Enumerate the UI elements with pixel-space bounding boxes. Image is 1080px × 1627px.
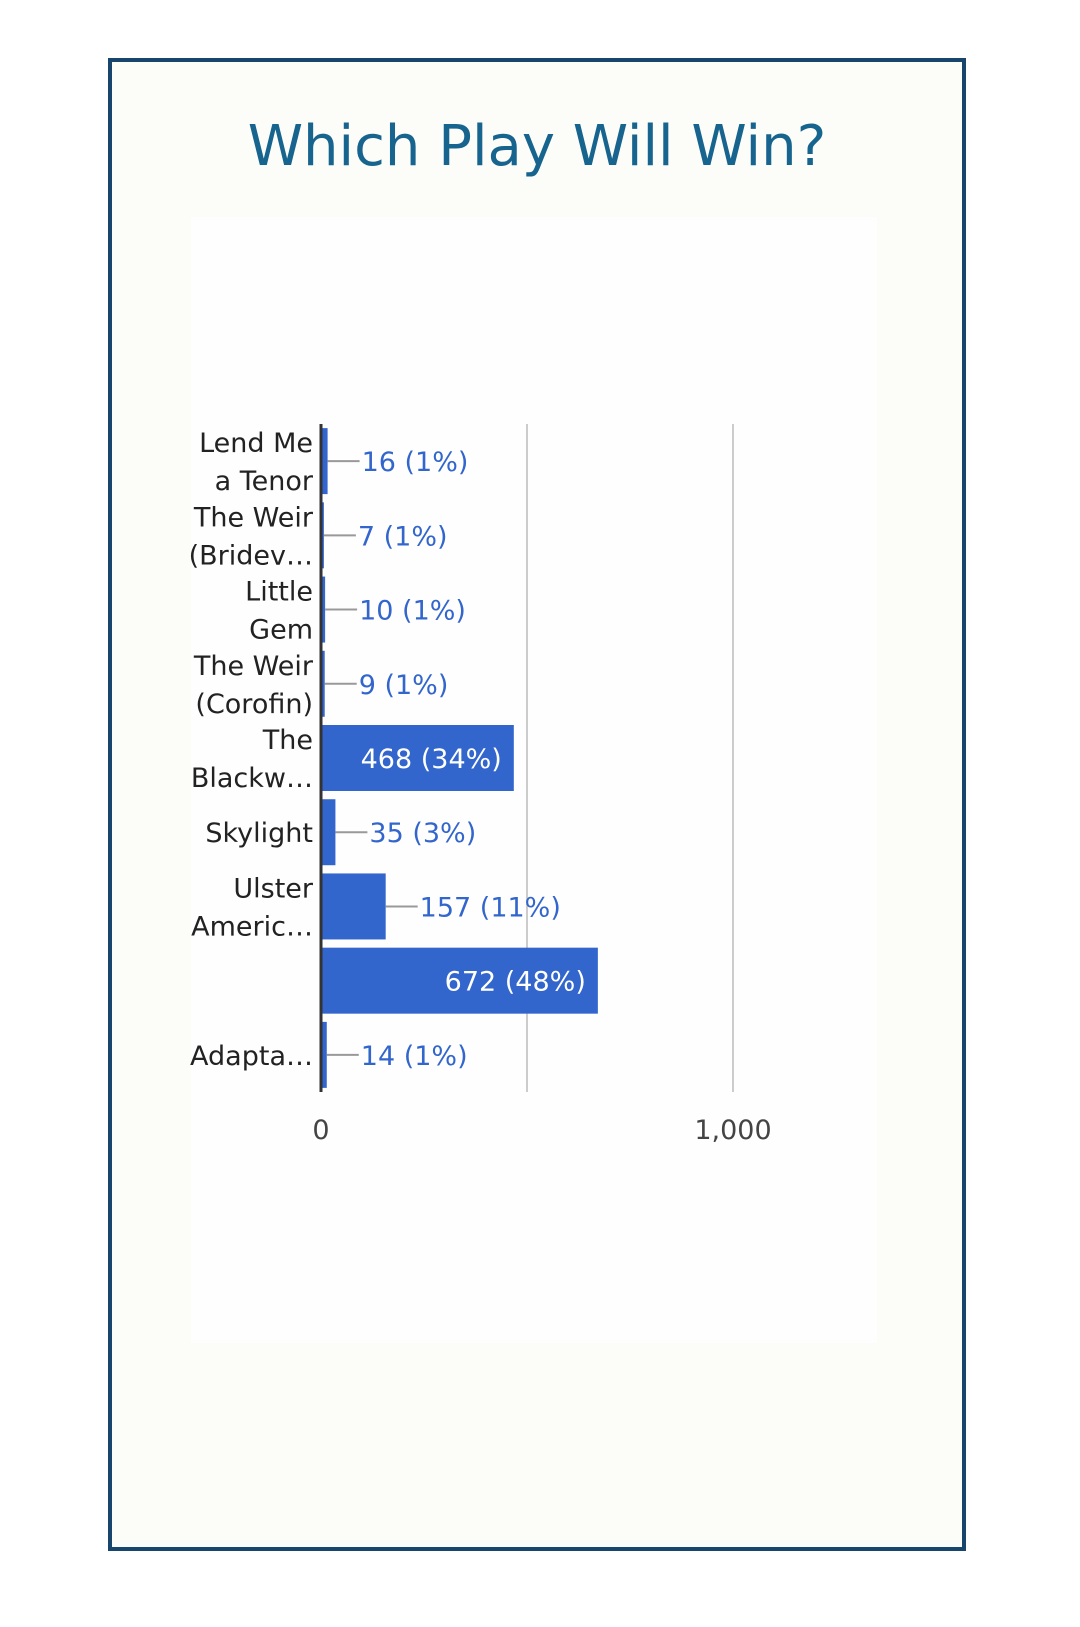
x-tick-labels — [312, 1115, 771, 1146]
category-labels — [189, 428, 314, 1072]
category-label-2-0: Little — [245, 576, 313, 608]
category-label-3-1: (Corofin) — [195, 688, 313, 720]
category-label-0-1: a Tenor — [214, 466, 313, 498]
value-label-5: 35 (3%) — [369, 818, 477, 850]
chart-card — [108, 58, 966, 1551]
value-label-6: 157 (11%) — [419, 892, 561, 924]
category-label-0-0: Lend Me — [199, 428, 313, 460]
category-label-6-0: Ulster — [233, 873, 313, 905]
x-tick-label-1: 1,000 — [694, 1115, 772, 1146]
value-label-1: 7 (1%) — [357, 521, 448, 553]
category-label-4-1: Blackw… — [190, 763, 313, 794]
bar-5 — [321, 799, 335, 865]
bar-6 — [321, 873, 386, 939]
value-label-2: 10 (1%) — [359, 595, 466, 627]
category-label-1-0: The Weir — [193, 502, 313, 534]
value-label-4: 468 (34%) — [360, 744, 502, 775]
value-label-8: 14 (1%) — [360, 1040, 468, 1072]
chart-title: Which Play Will Win? — [247, 114, 827, 179]
bar-chart — [112, 62, 970, 1555]
category-label-8-0: Adapta… — [190, 1040, 313, 1072]
x-tick-label-0: 0 — [312, 1115, 330, 1146]
category-label-1-1: (Bridev… — [188, 540, 313, 572]
category-label-4-0: The — [262, 725, 313, 756]
category-label-3-0: The Weir — [193, 650, 313, 682]
value-label-3: 9 (1%) — [358, 669, 449, 701]
category-label-2-1: Gem — [249, 614, 313, 646]
category-label-6-1: Americ… — [191, 911, 313, 943]
value-label-7: 672 (48%) — [444, 966, 586, 998]
value-label-0: 16 (1%) — [361, 447, 469, 479]
category-label-5-0: Skylight — [205, 818, 313, 850]
